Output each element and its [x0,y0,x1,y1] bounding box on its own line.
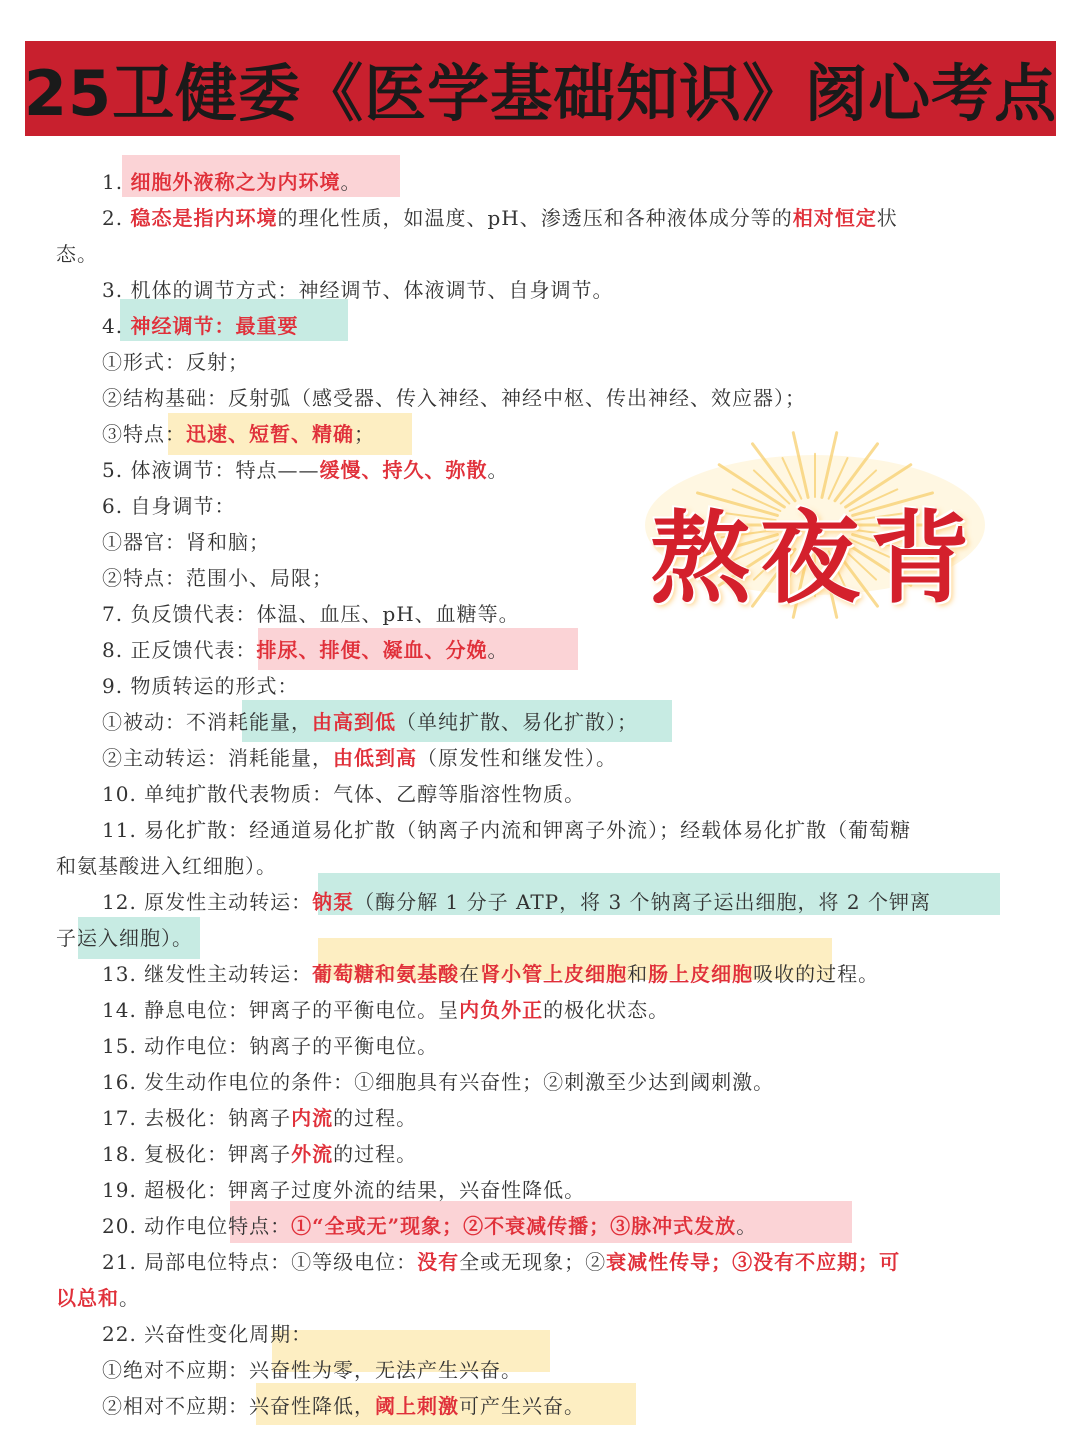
key-term: 稳态是指内环境 [130,206,278,230]
text-line [102,1136,417,1172]
text-segment: ①器官：肾和脑； [102,530,270,554]
text-segment: ①绝对不应期：兴奋性为零，无法产生兴奋。 [102,1358,522,1382]
text-segment: 。 [487,638,509,662]
text-line [102,416,375,452]
text-segment: 4. [102,314,131,338]
text-segment: 16. 发生动作电位的条件：①细胞具有兴奋性；②刺激至少达到阈刺激。 [102,1070,775,1094]
text-segment: 22. 兴奋性变化周期： [102,1322,313,1346]
key-term: 缓慢、持久、弥散 [319,458,488,482]
text-segment: ①被动：不消耗能量， [102,710,312,734]
key-term: 钠泵 [312,890,355,914]
text-line [102,344,249,380]
text-segment: （酶分解 1 分子 ATP，将 3 个钠离子运出细胞，将 2 个钾离 [354,890,931,914]
text-segment: 。 [487,458,509,482]
text-segment: 。 [736,1214,758,1238]
text-line [102,1028,438,1064]
text-line [102,200,898,236]
text-segment: 的极化状态。 [543,998,670,1022]
text-line [56,848,277,884]
text-line [102,704,638,740]
text-segment: 18. 复极化：钾离子 [102,1142,292,1166]
page-title: 25卫健委《医学基础知识》阂心考点 [23,57,1058,130]
stamp-graphic [610,400,1020,650]
key-term: 相对恒定 [792,206,877,230]
text-segment: 7. 负反馈代表：体温、血压、pH、血糖等。 [102,602,520,626]
text-line [102,1316,312,1352]
text-segment: 10. 单纯扩散代表物质：气体、乙醇等脂溶性物质。 [102,782,586,806]
text-segment: 和 [627,962,649,986]
text-line [102,308,298,344]
text-segment: 全或无现象；② [459,1250,607,1274]
text-segment: 13. 继发性主动转运： [102,962,313,986]
key-term: ①“全或无”现象；②不衰减传播；③脉冲式发放 [291,1214,737,1238]
text-line [102,956,879,992]
text-line [102,740,617,776]
text-line [56,1280,140,1316]
text-segment: 的理化性质，如温度、pH、渗透压和各种液体成分等的 [277,206,793,230]
key-term: 没有 [417,1250,460,1274]
text-line [102,1172,585,1208]
text-line [102,560,333,596]
text-line [102,812,911,848]
key-term: 阈上刺激 [375,1394,459,1418]
key-term: 神经调节：最重要 [130,314,299,338]
text-segment: 19. 超极化：钾离子过度外流的结果，兴奋性降低。 [102,1178,586,1202]
text-line [102,1064,774,1100]
text-segment: 6. 自身调节： [102,494,236,518]
text-line [102,1352,522,1388]
text-line [102,164,361,200]
text-segment: 1. [102,170,131,194]
text-segment: 3. 机体的调节方式：神经调节、体液调节、自身调节。 [102,278,614,302]
text-segment: ②主动转运：消耗能量， [102,746,333,770]
text-line [102,524,270,560]
text-segment: 17. 去极化：钠离子 [102,1106,292,1130]
text-segment: （原发性和继发性）。 [417,746,617,770]
text-segment: ②特点：范围小、局限； [102,566,333,590]
text-line [102,884,931,920]
text-line [56,236,98,272]
text-line [102,668,298,704]
key-term: 排尿、排便、凝血、分娩 [256,638,488,662]
text-line [102,632,508,668]
key-term: 迅速、短暂、精确 [186,422,354,446]
text-line [102,452,508,488]
text-segment: 可产生兴奋。 [459,1394,585,1418]
text-segment: 2. [102,206,131,230]
text-segment: ②结构基础：反射弧（感受器、传入神经、神经中枢、传出神经、效应器）； [102,386,806,410]
text-segment: 。 [119,1286,140,1310]
text-line [102,488,235,524]
key-term: 肾小管上皮细胞 [480,962,628,986]
text-segment: 态。 [56,242,98,266]
text-segment: 在 [459,962,481,986]
text-segment: 状 [876,206,898,230]
key-term: 衰减性传导；③没有不应期；可 [606,1250,901,1274]
text-line [102,272,613,308]
key-term: 肠上皮细胞 [648,962,754,986]
key-term: 由低到高 [333,746,417,770]
text-line [102,1208,757,1244]
text-segment: 5. 体液调节：特点—— [102,458,320,482]
text-segment: ①形式：反射； [102,350,249,374]
text-line [102,776,585,812]
text-segment: 。 [340,170,362,194]
text-segment: 的过程。 [333,1106,418,1130]
text-segment: 和氨基酸进入红细胞）。 [56,854,277,878]
text-line [102,596,520,632]
text-segment: ③特点： [102,422,186,446]
text-segment: ； [354,422,375,446]
text-segment: 9. 物质转运的形式： [102,674,299,698]
key-term: 由高到低 [312,710,396,734]
key-term: 细胞外液称之为内环境 [130,170,341,194]
text-segment: 15. 动作电位：钠离子的平衡电位。 [102,1034,439,1058]
text-segment: ②相对不应期：兴奋性降低， [102,1394,375,1418]
text-segment: 20. 动作电位特点： [102,1214,292,1238]
key-term: 葡萄糖和氨基酸 [312,962,460,986]
text-segment: 14. 静息电位：钾离子的平衡电位。呈 [102,998,460,1022]
text-segment: （单纯扩散、易化扩散）； [396,710,638,734]
text-segment: 12. 原发性主动转运： [102,890,313,914]
key-term: 内流 [291,1106,334,1130]
text-line [102,1388,585,1424]
text-segment: 的过程。 [333,1142,418,1166]
text-segment: 吸收的过程。 [753,962,880,986]
text-segment: 21. 局部电位特点：①等级电位： [102,1250,418,1274]
text-segment: 子运入细胞）。 [56,926,193,950]
text-segment: 8. 正反馈代表： [102,638,257,662]
text-line [102,1244,900,1280]
text-line [56,920,193,956]
text-line [102,992,669,1028]
key-term: 内负外正 [459,998,544,1022]
text-segment: 11. 易化扩散：经通道易化扩散（钠离子内流和钾离子外流）；经载体易化扩散（葡萄糖 [102,818,912,842]
key-term: 外流 [291,1142,334,1166]
stamp-text: 熬夜背 [650,499,980,617]
key-term: 以总和 [56,1286,119,1310]
text-line [102,1100,417,1136]
